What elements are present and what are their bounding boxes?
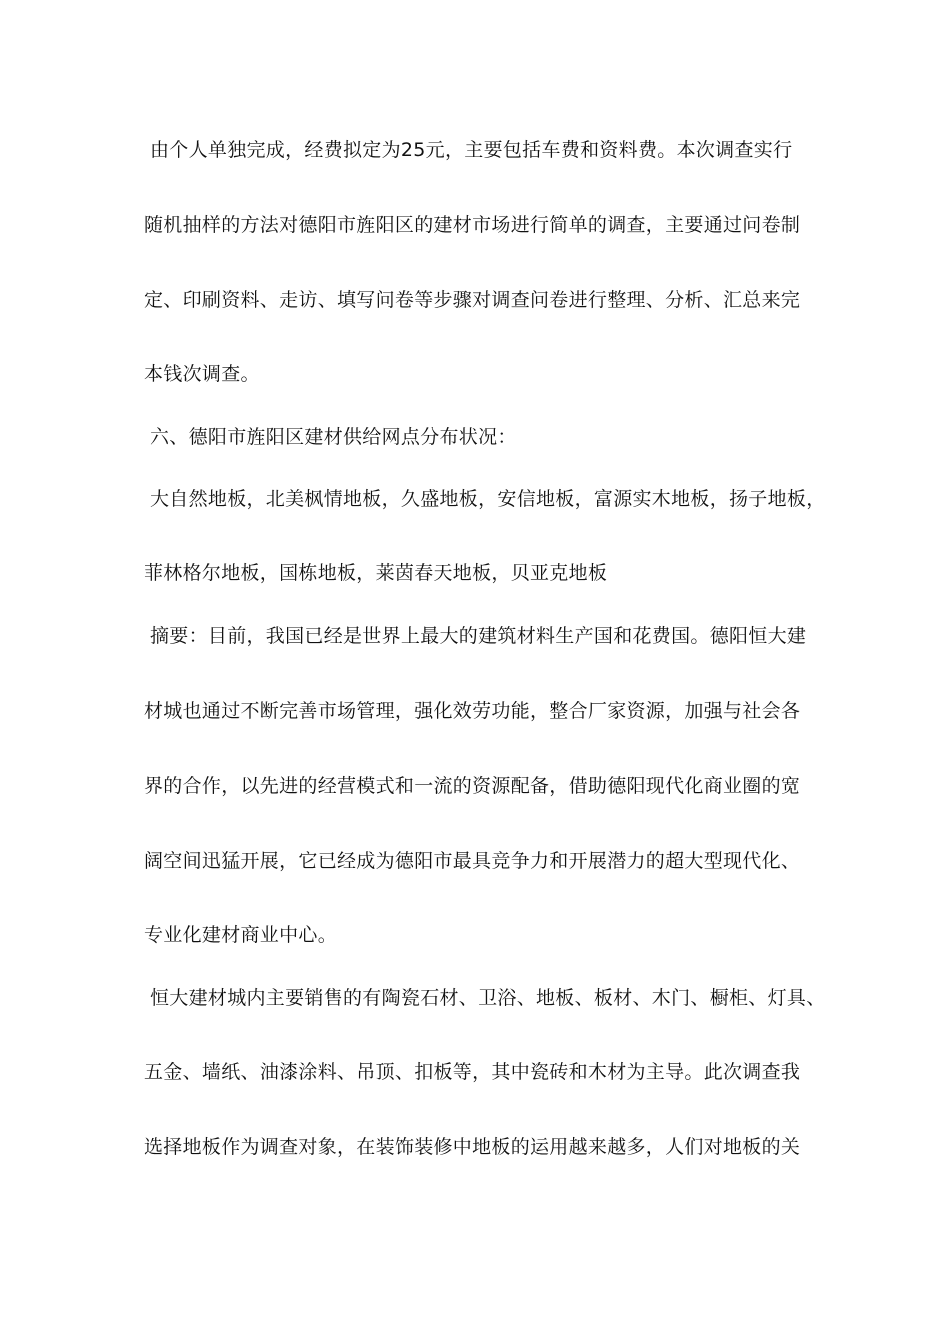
paragraph-line: 选择地板作为调查对象，在装饰装修中地板的运用越来越多，人们对地板的关 bbox=[144, 1136, 801, 1158]
paragraph-line: 恒大建材城内主要销售的有陶瓷石材、卫浴、地板、板材、木门、橱柜、灯具、 bbox=[150, 987, 826, 1009]
section-heading: 六、德阳市旌阳区建材供给网点分布状况： bbox=[150, 426, 517, 448]
paragraph-line: 大自然地板，北美枫情地板，久盛地板，安信地板，富源实木地板，扬子地板， bbox=[150, 488, 826, 510]
paragraph-line: 材城也通过不断完善市场管理，强化效劳功能，整合厂家资源，加强与社会各 bbox=[144, 700, 801, 722]
paragraph-line: 五金、墙纸、油漆涂料、吊顶、扣板等，其中瓷砖和木材为主导。此次调查我 bbox=[144, 1061, 801, 1083]
paragraph-line: 随机抽样的方法对德阳市旌阳区的建材市场进行简单的调查，主要通过问卷制 bbox=[144, 214, 801, 236]
paragraph-line: 由个人单独完成，经费拟定为25元，主要包括车费和资料费。本次调查实行 bbox=[150, 139, 793, 161]
paragraph-line: 定、印刷资料、走访、填写问卷等步骤对调查问卷进行整理、分析、汇总来完 bbox=[144, 289, 801, 311]
paragraph-line: 专业化建材商业中心。 bbox=[144, 924, 338, 946]
paragraph-line: 界的合作，以先进的经营模式和一流的资源配备，借助德阳现代化商业圈的宽 bbox=[144, 775, 801, 797]
paragraph-line: 菲林格尔地板，国栋地板，莱茵春天地板，贝亚克地板 bbox=[144, 562, 608, 584]
paragraph-line: 本钱次调查。 bbox=[144, 363, 260, 385]
paragraph-line: 阔空间迅猛开展，它已经成为德阳市最具竞争力和开展潜力的超大型现代化、 bbox=[144, 850, 801, 872]
paragraph-line: 摘要：目前，我国已经是世界上最大的建筑材料生产国和花费国。德阳恒大建 bbox=[150, 625, 807, 647]
